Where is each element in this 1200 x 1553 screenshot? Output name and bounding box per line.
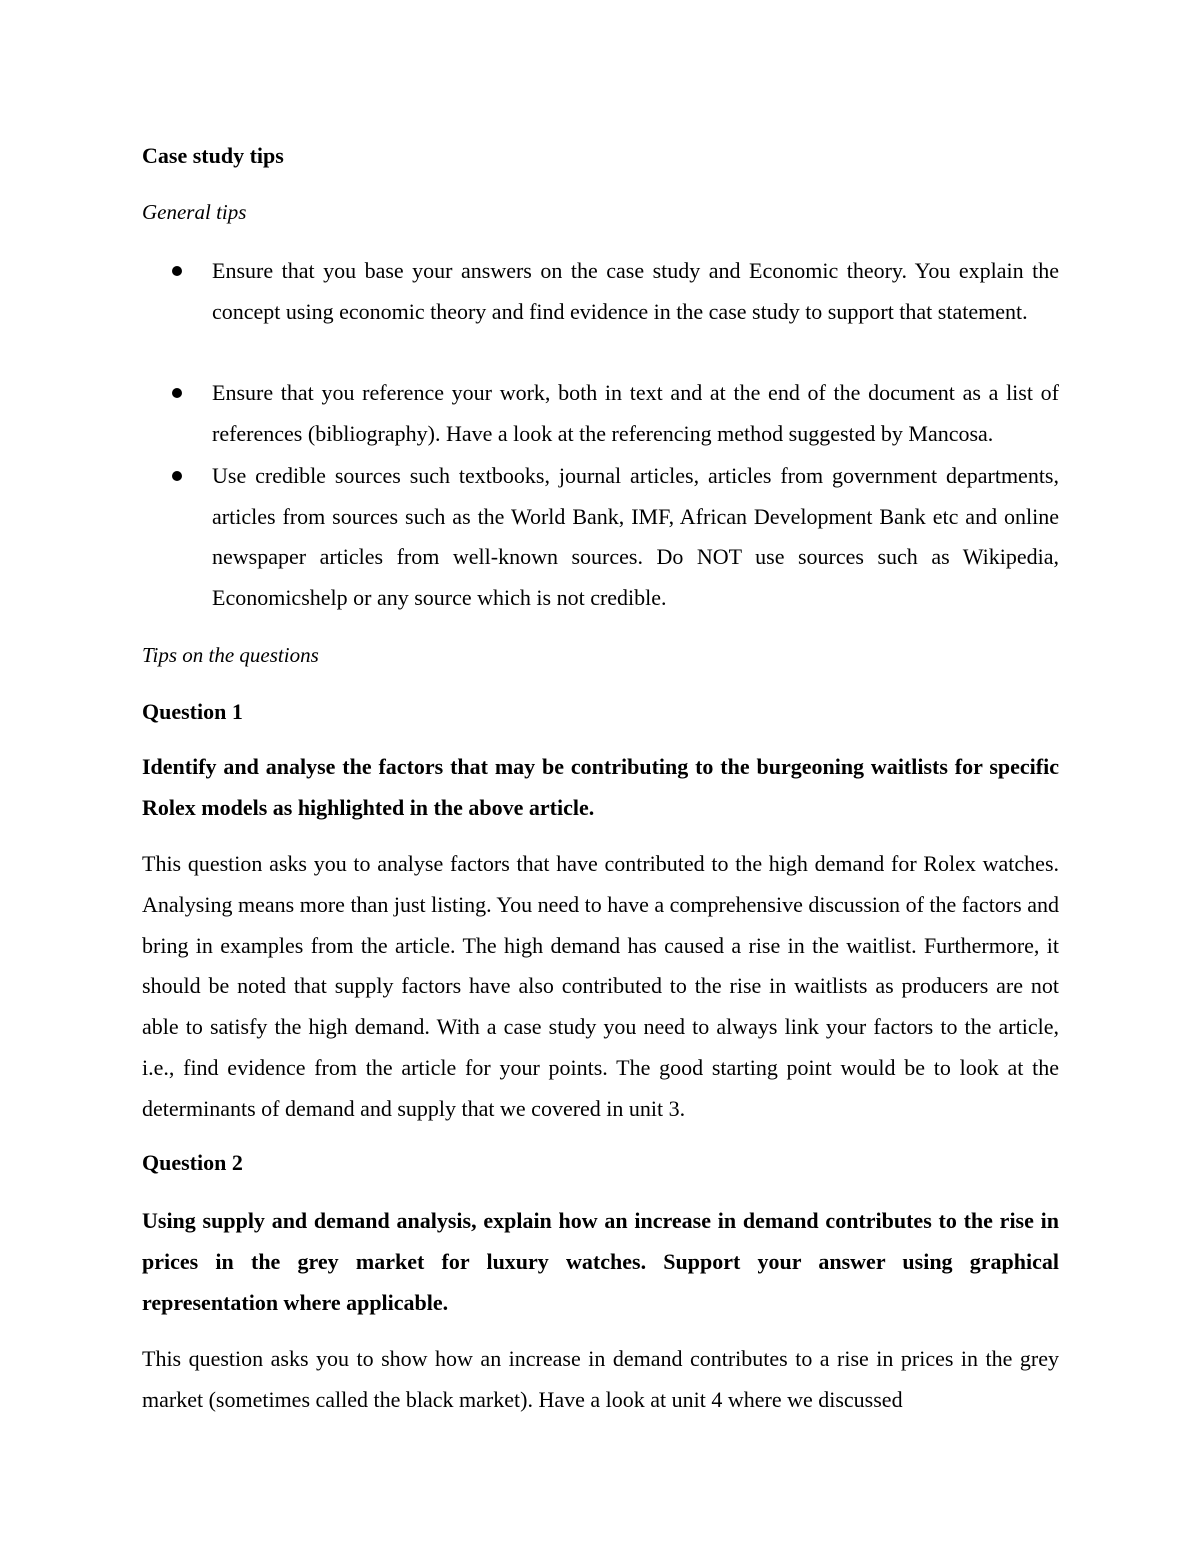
question-2-title: Question 2 <box>142 1150 243 1175</box>
bullet-icon <box>172 388 182 398</box>
tip-text: Ensure that you base your answers on the case study and Economic theory. You explain the concept using economic theory and find evidence in the case study to support that statement. <box>212 258 1059 324</box>
general-tips-heading: General tips <box>142 200 247 224</box>
list-item <box>212 373 1059 454</box>
question-2-text: Using supply and demand analysis, explain how an increase in demand contributes to the rise in prices in the grey market for luxury watches. Support your answer using graphical representation where applicable. <box>142 1208 1059 1315</box>
tip-text: Use credible sources such textbooks, journal articles, articles from government departments, articles from sources such as the World Bank, IMF, African Development Bank etc and online newspaper articles from well-known sources. Do NOT use sources such as Wikipedia, Economicshelp or any source which is not credible. <box>212 463 1059 610</box>
questions-heading: Tips on the questions <box>142 643 319 667</box>
list-item <box>212 456 1059 618</box>
tip-text: Ensure that you reference your work, both in text and at the end of the document as a list of references (bibliography). Have a look at the referencing method suggested by Mancosa. <box>212 380 1059 446</box>
document-title: Case study tips <box>142 143 284 168</box>
question-1-tip: This question asks you to analyse factors that have contributed to the high demand for Rolex watches. Analysing means more than just listing. You need to have a comprehensive discussion of the factors and bring in examples from the article. The high demand has caused a rise in the waitlist. Furthermore, it should be noted that supply factors have also contributed to the rise in waitlists as producers are not able to satisfy the high demand. With a case study you need to always link your factors to the article, i.e., find evidence from the article for your points. The good starting point would be to look at the determinants of demand and supply that we covered in unit 3. <box>142 851 1059 1121</box>
list-item <box>212 251 1059 332</box>
bullet-icon <box>172 266 182 276</box>
bullet-icon <box>172 471 182 481</box>
question-1-text: Identify and analyse the factors that may be contributing to the burgeoning waitlists for specific Rolex models as highlighted in the above article. <box>142 754 1059 820</box>
question-2-tip: This question asks you to show how an increase in demand contributes to a rise in prices in the grey market (sometimes called the black market). Have a look at unit 4 where we discussed <box>142 1346 1059 1412</box>
question-1-title: Question 1 <box>142 699 243 724</box>
